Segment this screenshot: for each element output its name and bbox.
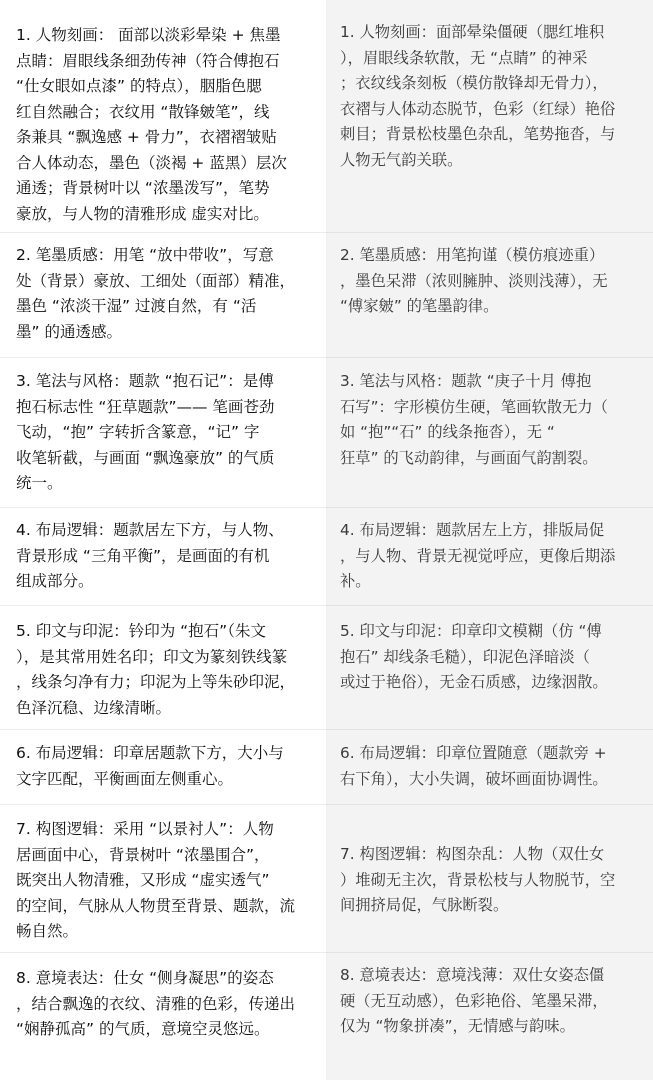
left-column (0, 0, 326, 1080)
left-item-1: 1. 人物刻画： 面部以淡彩晕染 + 焦墨 点睛：眉眼线条细劲传神（符合傅抱石 “仕女眼如点漆” 的特点），胭脂色腮 红自然融合；衣纹用 “散锋皴笔”，线 条兼具 “飘逸感 + 骨力”，衣褶褶皱贴 合人体动态，墨色（淡褐 + 蓝黑）层次 通透；背景树叶以 “浓墨泼写”，笔势 豪放，与人物的清雅形成 虚实对比。 (16, 26, 287, 223)
left-divider-4 (0, 605, 326, 606)
right-item-3: 3. 笔法与风格：题款 “庚子十月 傅抱 石写”：字形模仿生硬，笔画软散无力（ 如 “抱”“石” 的线条拖沓），无 “ 狂草” 的飞动韵律，与画面气韵割裂。 (340, 372, 608, 467)
left-item-2: 2. 笔墨质感：用笔 “放中带收”，写意 处（背景）豪放、工细处（面部）精准， 墨色 “浓淡干湿” 过渡自然，有 “活 墨” 的通透感。 (16, 246, 296, 341)
right-item-1: 1. 人物刻画：面部晕染僵硬（腮红堆积 ），眉眼线条软散，无 “点睛” 的神采 ；衣纹线条刻板（模仿散锋却无骨力）， 衣褶与人体动态脱节，色彩（红绿）艳俗 刺目；背景松枝墨色杂乱，笔势拖沓，与 人物无气韵关联。 (340, 23, 616, 169)
left-divider-7 (0, 952, 326, 953)
right-divider-3 (326, 507, 653, 508)
right-item-6: 6. 布局逻辑：印章位置随意（题款旁 + 右下角），大小失调，破坏画面协调性。 (340, 744, 608, 788)
right-divider-2 (326, 357, 653, 358)
right-divider-4 (326, 605, 653, 606)
left-item-7: 7. 构图逻辑：采用 “以景衬人”：人物 居画面中心，背景树叶 “浓墨围合”， 既突出人物清雅，又形成 “虚实透气” 的空间，气脉从人物贯至背景、题款，流 畅自然。 (16, 820, 296, 940)
left-item-6: 6. 布局逻辑：印章居题款下方，大小与 文字匹配，平衡画面左侧重心。 (16, 744, 284, 788)
left-divider-2 (0, 357, 326, 358)
right-item-7: 7. 构图逻辑：构图杂乱：人物（双仕女 ）堆砌无主次，背景松枝与人物脱节，空 间拥挤局促，气脉断裂。 (340, 845, 616, 914)
left-item-5: 5. 印文与印泥：钤印为 “抱石”（朱文 ），是其常用姓名印；印文为篆刻铁线篆 ，线条匀净有力；印泥为上等朱砂印泥， 色泽沉稳、边缘清晰。 (16, 622, 296, 717)
left-item-8: 8. 意境表达：仕女 “侧身凝思”的姿态 ，结合飘逸的衣纹、清雅的色彩，传递出 “娴静孤高” 的气质，意境空灵悠远。 (16, 969, 296, 1038)
left-divider-5 (0, 729, 326, 730)
right-item-5: 5. 印文与印泥：印章印文模糊（仿 “傅 抱石” 却线条毛糙），印泥色泽暗淡（ 或过于艳俗），无金石质感，边缘洇散。 (340, 622, 608, 691)
left-divider-1 (0, 232, 326, 233)
right-divider-7 (326, 952, 653, 953)
left-item-4: 4. 布局逻辑：题款居左下方，与人物、 背景形成 “三角平衡”，是画面的有机 组成部分。 (16, 521, 284, 590)
right-item-8: 8. 意境表达：意境浅薄：双仕女姿态僵 硬（无互动感），色彩艳俗、笔墨呆滞， 仅为 “物象拼凑”，无情感与韵味。 (340, 966, 608, 1035)
right-column (326, 0, 653, 1080)
right-divider-1 (326, 232, 653, 233)
right-divider-6 (326, 804, 653, 805)
right-divider-5 (326, 729, 653, 730)
right-item-4: 4. 布局逻辑：题款居左上方，排版局促 ，与人物、背景无视觉呼应，更像后期添 补。 (340, 521, 616, 590)
left-divider-6 (0, 804, 326, 805)
left-divider-3 (0, 507, 326, 508)
right-item-2: 2. 笔墨质感：用笔拘谨（模仿痕迹重） ，墨色呆滞（浓则臃肿、淡则浅薄），无 “傅家皴” 的笔墨韵律。 (340, 246, 608, 315)
left-item-3: 3. 笔法与风格：题款 “抱石记”：是傅 抱石标志性 “狂草题款”—— 笔画苍劲 飞动，“抱” 字转折含篆意，“记” 字 收笔斩截，与画面 “飘逸豪放” 的气质 统一。 (16, 372, 275, 492)
